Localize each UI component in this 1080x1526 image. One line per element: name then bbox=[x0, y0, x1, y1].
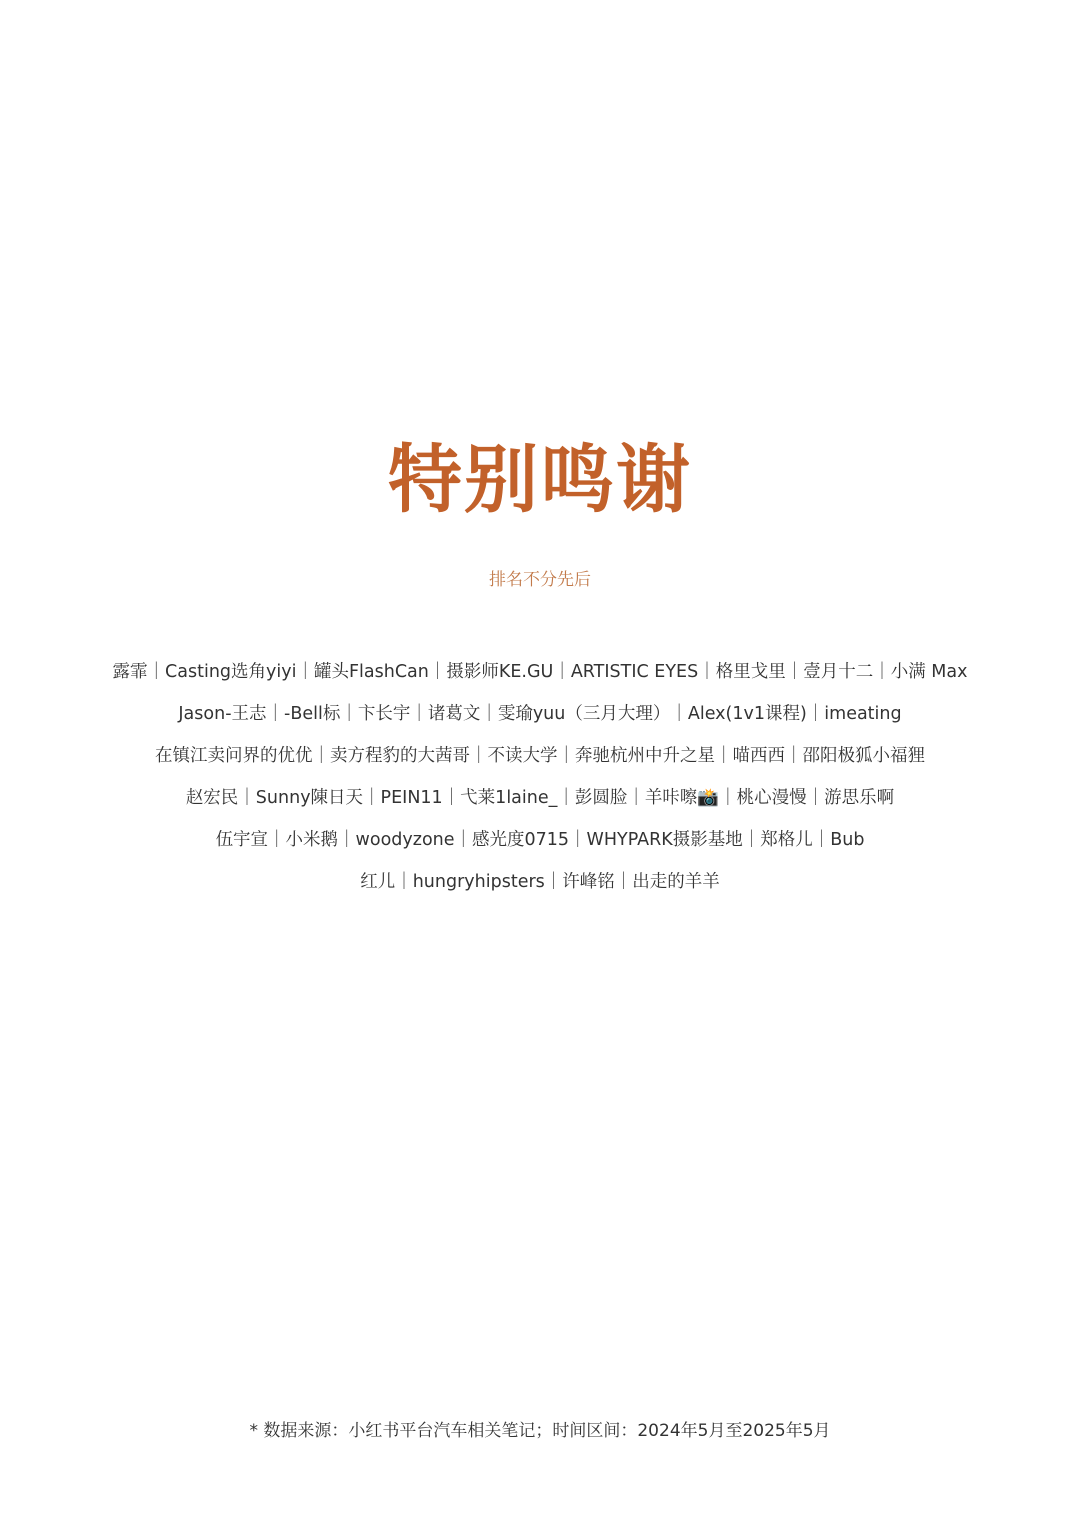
credit-line: 伍宇宣｜小米鹅｜woodyzone｜感光度0715｜WHYPARK摄影基地｜郑格儿｜Bub bbox=[215, 830, 865, 850]
page-title: 特别鸣谢 bbox=[388, 437, 692, 523]
credit-line: Jason-王志｜-Bell标｜卞长宇｜诸葛文｜雯瑜yuu（三月大理）｜Alex(1v1课程)｜imeating bbox=[178, 704, 902, 724]
credit-line: 红儿｜hungryhipsters｜许峰铭｜出走的羊羊 bbox=[360, 872, 720, 892]
credit-line: 赵宏民｜Sunny陳日天｜PEIN11｜弋莱1laine_｜彭圆脸｜羊咔嚓📸｜桃心漫慢｜游思乐啊 bbox=[185, 788, 895, 808]
credit-line: 露霏｜Casting选角yiyi｜罐头FlashCan｜摄影师KE.GU｜ARTISTIC EYES｜格里戈里｜壹月十二｜小满 Max bbox=[112, 662, 968, 682]
credits-list bbox=[40, 651, 1040, 903]
data-source-footnote: * 数据来源：小红书平台汽车相关笔记；时间区间：2024年5月至2025年5月 bbox=[249, 1421, 831, 1441]
credit-line: 在镇江卖问界的优优｜卖方程豹的大茜哥｜不读大学｜奔驰杭州中升之星｜喵西西｜邵阳极狐小福狸 bbox=[155, 746, 925, 766]
page-subtitle: 排名不分先后 bbox=[489, 570, 591, 590]
